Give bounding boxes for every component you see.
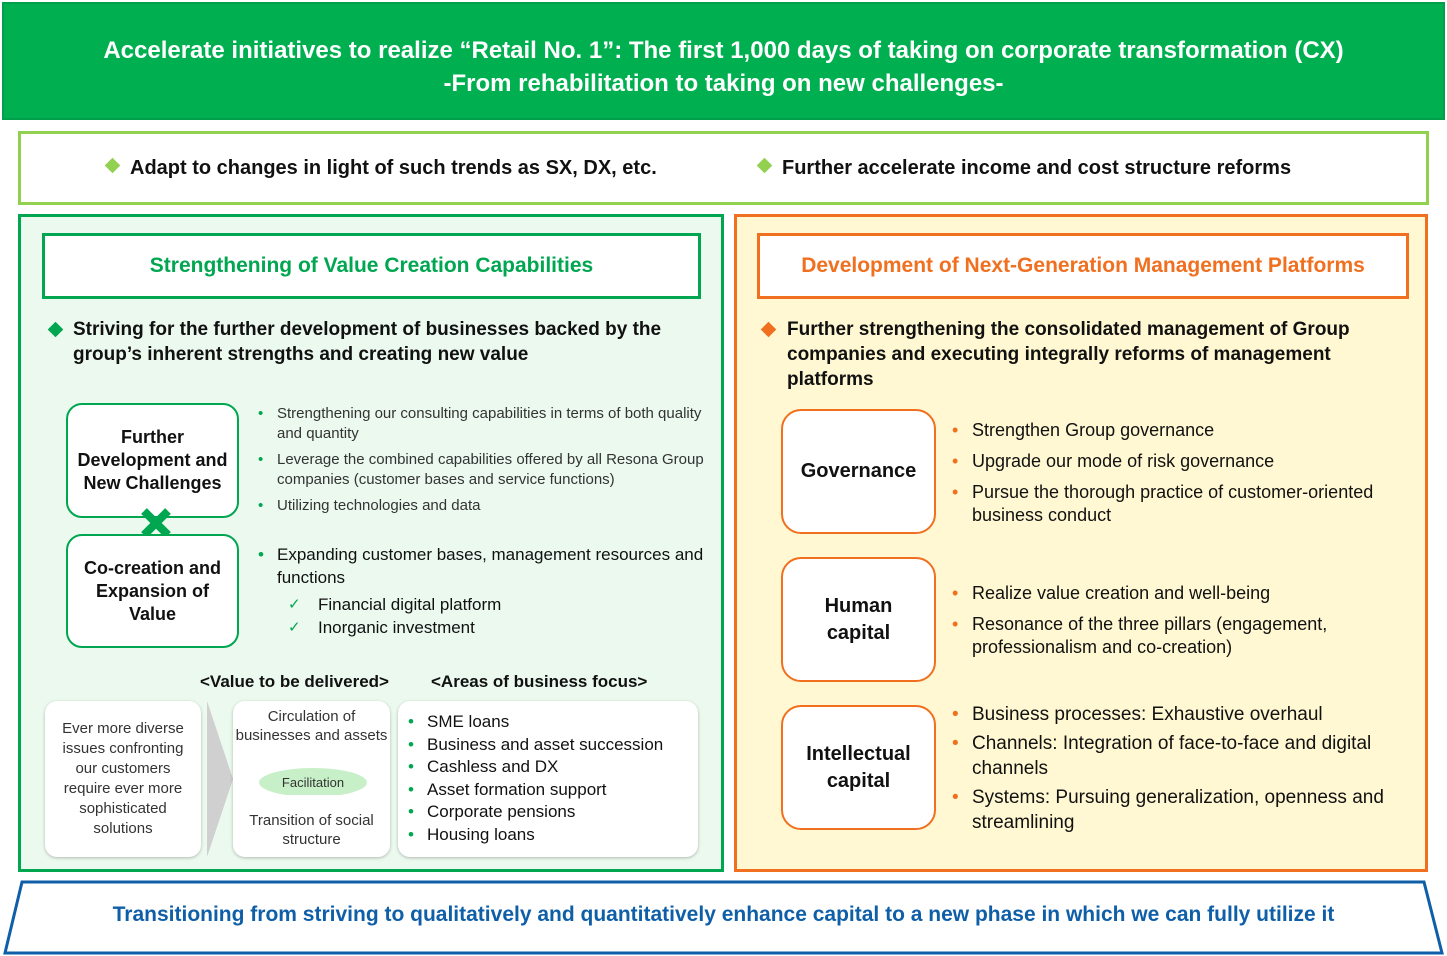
intellectual-capital-label: Intellectual capital [806,742,911,792]
banner-subtitle: -From rehabilitation to taking on new challenges- [443,70,1004,97]
right-heading-text: Further strengthening the consolidated management of Group companies and executing integrally reforms of management platforms [787,319,1350,390]
value-to-be-delivered-label: <Value to be delivered> [200,672,389,691]
banner-title: Accelerate initiatives to realize “Retail No. 1”: The first 1,000 days of taking on corporate transformation (CX) [103,37,1344,64]
intellectual-capital-bullets [952,702,1417,835]
human-capital-box [781,557,936,682]
list-item: • Cashless and DX [408,756,698,779]
left-heading [46,317,706,367]
areas-of-focus-box [398,701,698,857]
check-list [288,593,718,639]
right-heading [759,317,1419,392]
list-item: • Strengthening our consulting capabilities in terms of both quality and quantity [258,404,713,444]
trend-item-2 [759,157,1291,180]
list-item: • Business processes: Exhaustive overhaul [952,702,1417,727]
governance-label: Governance [800,460,917,482]
trend-text-1: Adapt to changes in light of such trends as SX, DX, etc. [130,157,657,179]
diamond-bullet-icon [757,158,773,174]
co-creation-bullet-text: Expanding customer bases, management resources and functions [277,545,704,587]
facilitation-badge: Facilitation [259,768,367,797]
governance-bullets [952,419,1412,527]
further-development-bullets [258,404,713,522]
list-item: • Leverage the combined capabilities offered by all Resona Group companies (customer bases and service functions) [258,450,713,490]
list-item: • Systems: Pursuing generalization, openness and streamlining [952,785,1417,835]
co-creation-label: Co-creation and Expansion of Value [83,557,221,624]
list-item: • Resonance of the three pillars (engagement, professionalism and co-creation) [952,613,1412,659]
value-circulation: Circulation of businesses and assets [235,708,388,744]
trend-text-2: Further accelerate income and cost structure reforms [782,157,1292,179]
bullet-icon: • [258,545,264,564]
diamond-bullet-icon [105,158,121,174]
intellectual-capital-box [781,705,936,830]
co-creation-box [66,534,239,648]
governance-box [781,409,936,534]
left-panel-title: Strengthening of Value Creation Capabilities [42,233,701,299]
list-item: • Business and asset succession [408,734,698,757]
list-item: • Upgrade our mode of risk governance [952,450,1412,473]
value-transition: Transition of social structure [249,812,374,848]
list-item: • Housing loans [408,824,698,847]
check-item: ✓ Financial digital platform [288,593,718,616]
trends-box [18,131,1429,205]
human-capital-bullets [952,582,1412,659]
human-capital-label: Human capital [824,594,893,644]
co-creation-bullets [258,543,718,639]
list-item: • Asset formation support [408,779,698,802]
list-item: • Utilizing technologies and data [258,496,713,516]
areas-of-focus-label: <Areas of business focus> [431,672,648,691]
check-item: ✓ Inorganic investment [288,616,718,639]
further-development-box [66,403,239,518]
list-item: • Pursue the thorough practice of customer-oriented business conduct [952,481,1412,527]
right-panel-title: Development of Next-Generation Management Platforms [757,233,1409,299]
chevron-right-icon [207,701,233,857]
header-banner [2,2,1445,120]
left-heading-text: Striving for the further development of businesses backed by the group’s inherent strengths and creating new value [73,319,662,365]
areas-list [408,711,698,847]
list-item: • Channels: Integration of face-to-face and digital channels [952,731,1417,781]
trend-item-1 [107,157,657,180]
list-item [258,543,718,589]
list-item: • Strengthen Group governance [952,419,1412,442]
list-item: • Realize value creation and well-being [952,582,1412,605]
list-item: • Corporate pensions [408,801,698,824]
list-item: • SME loans [408,711,698,734]
footer-text: Transitioning from striving to qualitatively and quantitatively enhance capital to a new phase in which we can fully utilize it [112,903,1335,926]
further-development-label: Further Development and New Challenges [77,427,228,493]
customer-issues-text: Ever more diverse issues confronting our customers require ever more sophisticated solutions [62,720,184,837]
customer-issues-box [45,701,201,857]
value-delivered-box [233,701,390,857]
